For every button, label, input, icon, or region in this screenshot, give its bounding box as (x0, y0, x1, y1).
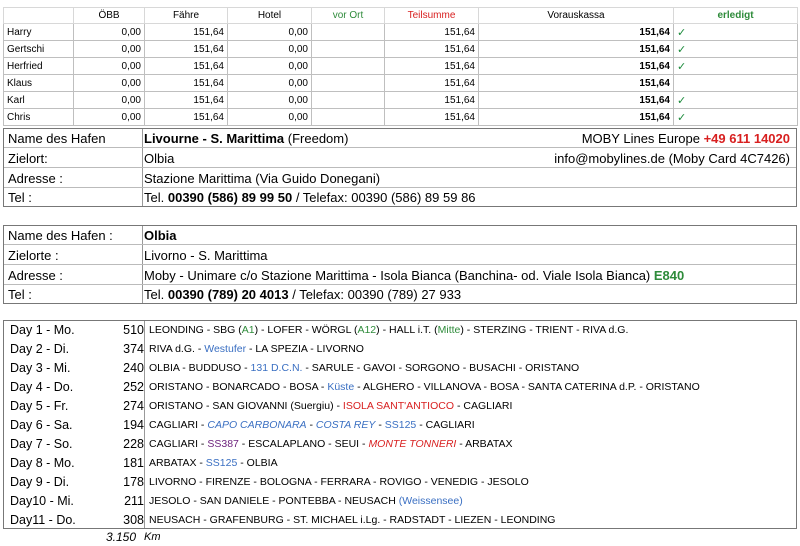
cell-name: Gertschi (4, 41, 74, 58)
hafen-name: Olbia (144, 228, 177, 243)
hafen-ship: (Freedom) (287, 131, 349, 146)
day-km: 194 (123, 418, 144, 432)
header-obb: ÖBB (74, 8, 145, 24)
tel-prefix: Tel. (144, 287, 165, 302)
day-route: NEUSACH - GRAFENBURG - ST. MICHAEL i.Lg. - RADSTADT - LIEZEN - LEONDING (149, 514, 556, 526)
day-km: 228 (123, 437, 144, 451)
total-unit: Km (144, 531, 161, 543)
cell-vorauskassa: 151,64 (479, 41, 674, 58)
cell-erledigt: ✓ (674, 41, 798, 58)
cell-hotel: 0,00 (228, 92, 312, 109)
cost-row (4, 75, 798, 92)
cell-erledigt (674, 75, 798, 92)
port1-adresse-row (4, 170, 796, 187)
total-km: 3.150 (105, 530, 136, 544)
header-erledigt: erledigt (674, 8, 798, 24)
cell-name: Karl (4, 92, 74, 109)
cell-erledigt: ✓ (674, 58, 798, 75)
label-adresse: Adresse : (8, 171, 63, 186)
day-row (4, 511, 796, 530)
cell-name: Klaus (4, 75, 74, 92)
cell-hotel: 0,00 (228, 58, 312, 75)
cost-row (4, 92, 798, 109)
label-tel: Tel : (8, 287, 32, 302)
label-tel: Tel : (8, 190, 32, 205)
port1-tel-row (4, 189, 796, 206)
day-label: Day 9 - Di. (10, 475, 70, 489)
telefax: / Telefax: 00390 (586) 89 59 86 (295, 190, 476, 205)
cell-hotel: 0,00 (228, 24, 312, 41)
cell-erledigt: ✓ (674, 92, 798, 109)
cell-name: Herfried (4, 58, 74, 75)
cell-erledigt: ✓ (674, 24, 798, 41)
cell-obb: 0,00 (74, 109, 145, 126)
cell-obb: 0,00 (74, 75, 145, 92)
cell-vor-ort (312, 41, 385, 58)
day-row (4, 454, 796, 473)
telefax: / Telefax: 00390 (789) 27 933 (292, 287, 462, 302)
day-route: CAGLIARI - CAPO CARBONARA - COSTA REY - SS125 - CAGLIARI (149, 419, 475, 431)
port-block-livorno (3, 128, 797, 207)
day-km: 181 (123, 456, 144, 470)
day-row (4, 378, 796, 397)
day-route: ORISTANO - BONARCADO - BOSA - Küste - ALGHERO - VILLANOVA - BOSA - SANTA CATERINA d.P. - ORISTANO (149, 381, 700, 393)
cost-table-header (4, 8, 798, 24)
cell-faehre: 151,64 (145, 109, 228, 126)
cell-obb: 0,00 (74, 92, 145, 109)
cell-teilsumme: 151,64 (385, 92, 479, 109)
header-hotel: Hotel (228, 8, 312, 24)
day-label: Day 1 - Mo. (10, 323, 75, 337)
day-route: LIVORNO - FIRENZE - BOLOGNA - FERRARA - ROVIGO - VENEDIG - JESOLO (149, 476, 529, 488)
cost-row (4, 58, 798, 75)
header-vor-ort: vor Ort (312, 8, 385, 24)
cell-vorauskassa: 151,64 (479, 58, 674, 75)
moby-phone: +49 611 14020 (703, 131, 790, 146)
day-label: Day 3 - Mi. (10, 361, 71, 375)
cost-row (4, 24, 798, 41)
day-label: Day 2 - Di. (10, 342, 70, 356)
cell-name: Chris (4, 109, 74, 126)
cell-hotel: 0,00 (228, 109, 312, 126)
day-km: 178 (123, 475, 144, 489)
cell-vor-ort (312, 24, 385, 41)
port1-hafen-row (4, 130, 796, 147)
day-km: 240 (123, 361, 144, 375)
day-route: CAGLIARI - SS387 - ESCALAPLANO - SEUI - MONTE TONNERI - ARBATAX (149, 438, 513, 450)
day-km: 374 (123, 342, 144, 356)
moby-text: MOBY Lines Europe (581, 131, 700, 146)
label-zielorte: Zielorte : (8, 248, 59, 263)
port2-tel-row (4, 286, 796, 303)
day-row (4, 416, 796, 435)
day-row (4, 492, 796, 511)
adresse-code: E840 (653, 268, 685, 283)
day-km: 308 (123, 513, 144, 527)
day-label: Day 5 - Fr. (10, 399, 69, 413)
label-hafen: Name des Hafen : (8, 228, 113, 243)
day-route: ORISTANO - SAN GIOVANNI (Suergiu) - ISOLA SANT'ANTIOCO - CAGLIARI (149, 400, 513, 412)
cell-name: Harry (4, 24, 74, 41)
port2-hafen-row (4, 227, 796, 244)
cell-vorauskassa: 151,64 (479, 24, 674, 41)
cell-hotel: 0,00 (228, 75, 312, 92)
day-row (4, 359, 796, 378)
zielorte: Livorno - S. Marittima (144, 248, 268, 263)
port-block-olbia (3, 225, 797, 304)
hafen-name: Livourne - S. Marittima (144, 131, 285, 146)
cell-teilsumme: 151,64 (385, 75, 479, 92)
cell-erledigt: ✓ (674, 109, 798, 126)
cell-faehre: 151,64 (145, 58, 228, 75)
day-km: 274 (123, 399, 144, 413)
cost-row (4, 109, 798, 126)
tel-number: 00390 (586) 89 99 50 (167, 190, 293, 205)
cell-teilsumme: 151,64 (385, 58, 479, 75)
itinerary-table (3, 320, 797, 529)
cell-vorauskassa: 151,64 (479, 92, 674, 109)
adresse: Moby - Unimare c/o Stazione Marittima - Isola Bianca (Banchina- od. Viale Isola Bianca) (144, 268, 651, 283)
zielort: Olbia (144, 151, 175, 166)
cell-vor-ort (312, 75, 385, 92)
cell-vorauskassa: 151,64 (479, 75, 674, 92)
cell-obb: 0,00 (74, 41, 145, 58)
day-route: ARBATAX - SS125 - OLBIA (149, 457, 278, 469)
day-row (4, 397, 796, 416)
cell-vorauskassa: 151,64 (479, 109, 674, 126)
cell-faehre: 151,64 (145, 75, 228, 92)
header-vorauskassa: Vorauskassa (479, 8, 674, 24)
cost-row (4, 41, 798, 58)
port2-zielorte-row (4, 247, 796, 264)
day-row (4, 473, 796, 492)
day-label: Day 8 - Mo. (10, 456, 75, 470)
day-row (4, 340, 796, 359)
header-teilsumme: Teilsumme (385, 8, 479, 24)
cell-vor-ort (312, 92, 385, 109)
day-label: Day11 - Do. (10, 513, 76, 527)
day-label: Day 6 - Sa. (10, 418, 73, 432)
day-route: OLBIA - BUDDUSO - 131 D.C.N. - SARULE - GAVOI - SORGONO - BUSACHI - ORISTANO (149, 362, 580, 374)
cell-obb: 0,00 (74, 58, 145, 75)
cost-table (3, 7, 798, 126)
label-zielort: Zielort: (8, 151, 48, 166)
cell-faehre: 151,64 (145, 92, 228, 109)
email-card: info@mobylines.de (Moby Card 4C7426) (554, 151, 790, 166)
day-row (4, 435, 796, 454)
cell-faehre: 151,64 (145, 24, 228, 41)
day-label: Day10 - Mi. (10, 494, 74, 508)
cell-hotel: 0,00 (228, 41, 312, 58)
day-row (4, 321, 796, 340)
day-label: Day 4 - Do. (10, 380, 74, 394)
cell-teilsumme: 151,64 (385, 109, 479, 126)
tel-number: 00390 (789) 20 4013 (167, 287, 289, 302)
cell-vor-ort (312, 109, 385, 126)
cell-teilsumme: 151,64 (385, 41, 479, 58)
label-hafen: Name des Hafen (8, 131, 106, 146)
day-label: Day 7 - So. (10, 437, 73, 451)
port1-zielort-row (4, 150, 796, 167)
cell-vor-ort (312, 58, 385, 75)
header-faehre: Fähre (145, 8, 228, 24)
day-route: RIVA d.G. - Westufer - LA SPEZIA - LIVORNO (149, 343, 364, 355)
cell-teilsumme: 151,64 (385, 24, 479, 41)
day-km: 211 (124, 494, 144, 508)
tel-prefix: Tel. (144, 190, 165, 205)
day-route: JESOLO - SAN DANIELE - PONTEBBA - NEUSACH (Weissensee) (149, 495, 463, 507)
day-km: 252 (123, 380, 144, 394)
day-km: 510 (123, 323, 144, 337)
label-adresse: Adresse : (8, 268, 63, 283)
port2-adresse-row (4, 267, 796, 284)
day-route: LEONDING - SBG (A1) - LOFER - WÖRGL (A12) - HALL i.T. (Mitte) - STERZING - TRIENT - RIVA d.G. (149, 324, 629, 336)
adresse: Stazione Marittima (Via Guido Donegani) (144, 171, 381, 186)
cell-faehre: 151,64 (145, 41, 228, 58)
cell-obb: 0,00 (74, 24, 145, 41)
